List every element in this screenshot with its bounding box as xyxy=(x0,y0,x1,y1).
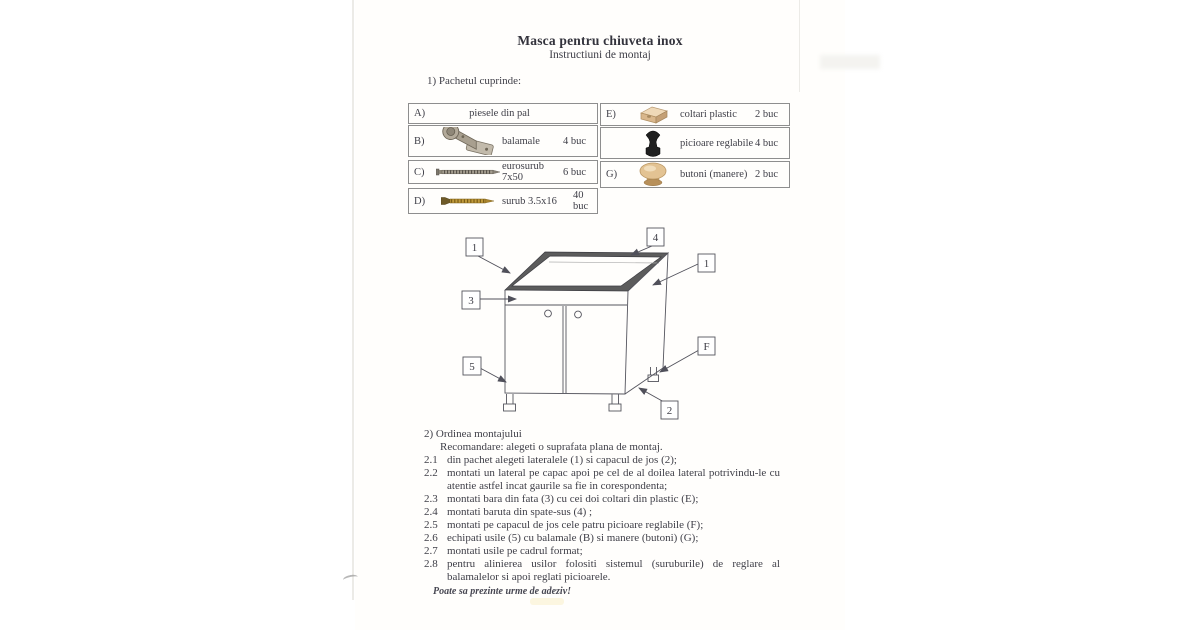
knob-hole-right xyxy=(575,311,582,318)
knob-photo xyxy=(628,162,678,187)
part-letter: B) xyxy=(414,135,425,147)
step-2-1 xyxy=(424,454,780,467)
diagram-label-1-left: 1 xyxy=(471,242,478,254)
step-2-5 xyxy=(424,519,780,532)
part-qty: 6 buc xyxy=(563,166,587,178)
document-page xyxy=(355,0,845,630)
parts-row-d xyxy=(408,188,598,214)
parts-row-b xyxy=(408,125,598,157)
section1-heading: 1) Pachetul cuprinde: xyxy=(427,75,522,87)
wood-screw-photo xyxy=(436,195,500,207)
step-text: pentru alinierea usilor folositi sistemul (suruburile) de reglare al balamalelor si apoi reglati picioarele. xyxy=(447,558,780,583)
cabinet-front xyxy=(505,290,628,394)
step-number: 2.2 xyxy=(424,467,438,479)
step-2-7 xyxy=(424,545,780,558)
part-name: eurosurub 7x50 xyxy=(502,161,544,183)
scan-stain xyxy=(530,598,564,605)
callout-arrows xyxy=(478,246,699,402)
diagram-label-1-right: 1 xyxy=(703,258,710,270)
recommendation-line: Recomandare: alegeti o suprafata plana de montaj. xyxy=(440,441,663,453)
parts-row-a xyxy=(408,103,598,124)
diagram-label-3: 3 xyxy=(468,295,474,307)
step-text: din pachet alegeti lateralele (1) si capacul de jos (2); xyxy=(447,454,677,466)
diagram-label-f: F xyxy=(703,341,710,353)
step-2-3 xyxy=(424,493,780,506)
step-2-6 xyxy=(424,532,780,545)
parts-row-f xyxy=(600,127,790,159)
sink-rim xyxy=(505,252,668,291)
document-subtitle: Instructiuni de montaj xyxy=(549,49,651,61)
step-number: 2.5 xyxy=(424,519,438,531)
scan-smudge xyxy=(820,55,880,69)
part-qty: 4 buc xyxy=(563,135,587,147)
cabinet-assembly-diagram xyxy=(410,225,800,425)
step-number: 2.1 xyxy=(424,454,438,466)
step-number: 2.7 xyxy=(424,545,438,557)
part-letter: G) xyxy=(606,169,618,180)
part-letter: E) xyxy=(606,109,616,120)
part-letter: A) xyxy=(414,108,426,119)
step-number: 2.6 xyxy=(424,532,438,544)
part-name: piesele din pal xyxy=(469,108,530,119)
step-number: 2.8 xyxy=(424,558,438,570)
part-name: coltari plastic xyxy=(680,109,737,120)
part-name: surub 3.5x16 xyxy=(502,195,557,207)
step-text: montati baruta din spate-sus (4) ; xyxy=(447,506,593,518)
parts-row-c xyxy=(408,160,598,184)
part-qty: 2 buc xyxy=(755,109,779,120)
adjustable-foot-photo xyxy=(628,128,678,158)
step-text: montati un lateral pe capac apoi pe cel de al doilea lateral potrivindu-le cu atentie astfel incat gaurile sa fie in corespondenta; xyxy=(447,467,780,492)
document-title: Masca pentru chiuveta inox xyxy=(517,33,683,48)
part-name: butoni (manere) xyxy=(680,169,748,180)
step-text: montati pe capacul de jos cele patru picioare reglabile (F); xyxy=(447,519,704,531)
part-qty: 40 buc xyxy=(573,190,589,212)
euro-screw-photo xyxy=(436,167,500,177)
cabinet-feet xyxy=(504,367,659,411)
knob-hole-left xyxy=(545,310,552,317)
assembly-instructions xyxy=(424,428,780,598)
step-2-8 xyxy=(424,558,780,584)
step-2-4 xyxy=(424,506,780,519)
diagram-label-4: 4 xyxy=(652,232,659,244)
plastic-corner-photo xyxy=(628,105,678,125)
section2-heading: 2) Ordinea montajului xyxy=(424,428,522,440)
cabinet-side xyxy=(625,253,668,394)
part-letter: C) xyxy=(414,166,425,178)
adhesive-note: Poate sa prezinte urme de adeziv! xyxy=(433,586,572,597)
parts-row-e xyxy=(600,103,790,126)
part-name: picioare reglabile xyxy=(680,137,754,149)
step-2-2 xyxy=(424,467,780,493)
hinge-photo xyxy=(436,127,500,155)
diagram-label-5: 5 xyxy=(469,361,475,373)
step-number: 2.4 xyxy=(424,506,438,518)
diagram-label-2: 2 xyxy=(666,405,673,417)
step-text: montati usile pe cadrul format; xyxy=(447,545,583,557)
step-number: 2.3 xyxy=(424,493,438,505)
part-name: balamale xyxy=(502,135,540,147)
step-text: echipati usile (5) cu balamale (B) si manere (butoni) (G); xyxy=(447,532,699,544)
part-qty: 2 buc xyxy=(755,169,779,180)
page-left-edge xyxy=(352,0,354,600)
part-letter: D) xyxy=(414,195,426,207)
parts-row-g xyxy=(600,161,790,188)
part-qty: 4 buc xyxy=(755,137,779,149)
step-text: montati bara din fata (3) cu cei doi coltari din plastic (E); xyxy=(447,493,699,505)
